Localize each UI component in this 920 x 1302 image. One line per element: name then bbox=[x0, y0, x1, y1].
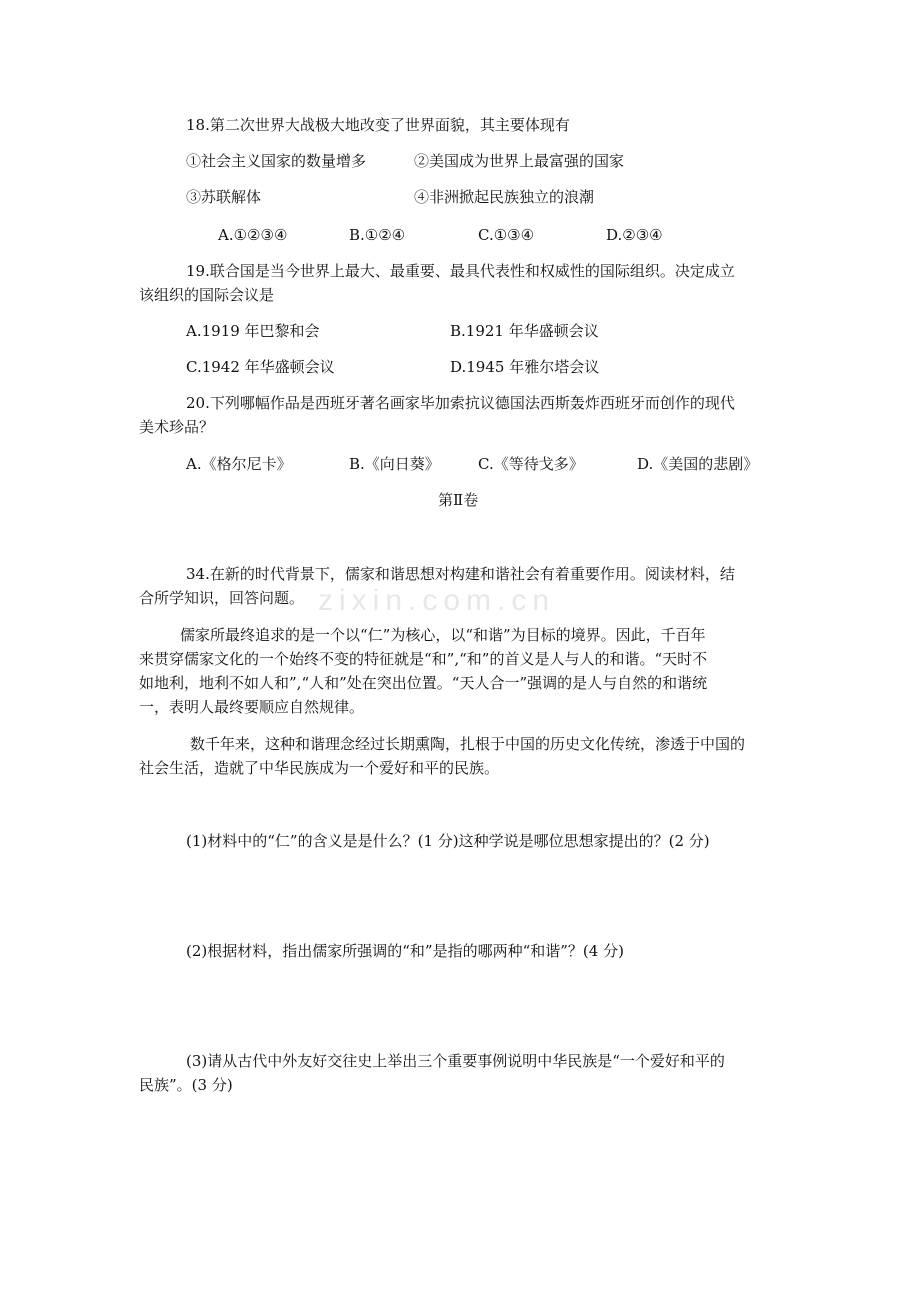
q19-option-a: A.1919 年巴黎和会 bbox=[186, 322, 320, 340]
q20-option-c: C.《等待戈多》 bbox=[478, 455, 584, 473]
material-p1-line2: 来贯穿儒家文化的一个始终不变的特征就是“和”,“和”的首义是人与人的和谐。“天时不 bbox=[139, 650, 708, 668]
q18-option-d: D.②③④ bbox=[606, 226, 663, 244]
q19-stem-line1: 19.联合国是当今世界上最大、最重要、最具代表性和权威性的国际组织。决定成立 bbox=[186, 262, 735, 280]
q20-stem-line2: 美术珍品？ bbox=[139, 418, 215, 436]
q34-stem-line1: 34.在新的时代背景下，儒家和谐思想对构建和谐社会有着重要作用。阅读材料，结 bbox=[186, 565, 735, 583]
q34-subquestion-3-line1: (3)请从古代中外友好交往史上举出三个重要事例说明中华民族是“一个爱好和平的 bbox=[186, 1052, 725, 1070]
q19-option-c: C.1942 年华盛顿会议 bbox=[186, 358, 335, 376]
q20-stem-line1: 20.下列哪幅作品是西班牙著名画家毕加索抗议德国法西斯轰炸西班牙而创作的现代 bbox=[186, 394, 735, 412]
q34-subquestion-1: (1)材料中的“仁”的含义是是什么？(1 分)这种学说是哪位思想家提出的？(2 分) bbox=[186, 832, 710, 850]
material-p1-line3: 如地利，地利不如人和”,“人和”处在突出位置。“天人合一”强调的是人与自然的和谐统 bbox=[139, 674, 708, 692]
q18-item-2: ②美国成为世界上最富强的国家 bbox=[414, 152, 625, 170]
q19-option-d: D.1945 年雅尔塔会议 bbox=[450, 358, 600, 376]
q20-option-a: A.《格尔尼卡》 bbox=[186, 455, 292, 473]
material-p1-line1: 儒家所最终追求的是一个以“仁”为核心，以“和谐”为目标的境界。因此，千百年 bbox=[180, 626, 706, 644]
q20-option-b: B.《向日葵》 bbox=[349, 455, 440, 473]
q18-item-3: ③苏联解体 bbox=[186, 188, 262, 206]
q19-stem-line2: 该组织的国际会议是 bbox=[139, 286, 275, 304]
material-p1-line4: 一，表明人最终要顺应自然规律。 bbox=[139, 698, 365, 716]
q18-stem: 18.第二次世界大战极大地改变了世界面貌，其主要体现有 bbox=[186, 116, 570, 134]
q34-subquestion-2: (2)根据材料，指出儒家所强调的“和”是指的哪两种“和谐”？(4 分) bbox=[186, 942, 624, 960]
watermark: zixin.com.cn bbox=[318, 584, 556, 617]
material-p2-line2: 社会生活，造就了中华民族成为一个爱好和平的民族。 bbox=[139, 759, 500, 777]
q34-stem-line2: 合所学知识，回答问题。 bbox=[139, 589, 305, 607]
q18-item-1: ①社会主义国家的数量增多 bbox=[186, 152, 367, 170]
q34-subquestion-3-line2: 民族”。(3 分) bbox=[139, 1076, 233, 1094]
q18-option-c: C.①③④ bbox=[478, 226, 535, 244]
q18-option-a: A.①②③④ bbox=[218, 226, 288, 244]
q18-item-4: ④非洲掀起民族独立的浪潮 bbox=[414, 188, 595, 206]
q19-option-b: B.1921 年华盛顿会议 bbox=[450, 322, 599, 340]
section-title: 第Ⅱ卷 bbox=[438, 491, 479, 509]
q18-option-b: B.①②④ bbox=[349, 226, 406, 244]
material-p2-line1: 数千年来，这种和谐理念经过长期熏陶，扎根于中国的历史文化传统，渗透于中国的 bbox=[190, 735, 746, 753]
q20-option-d: D.《美国的悲剧》 bbox=[637, 455, 759, 473]
